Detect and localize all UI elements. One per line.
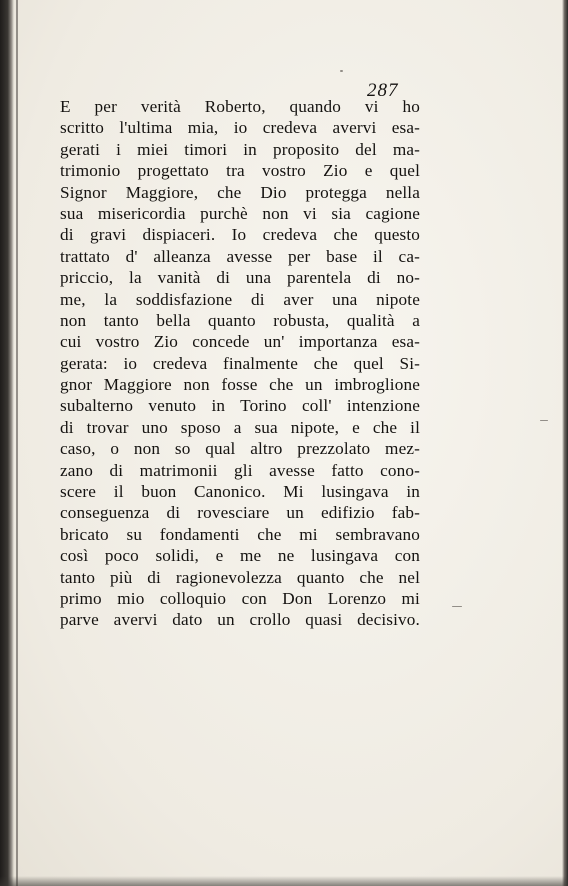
text-line: caso, o non so qual altro prezzolato mez- xyxy=(60,439,420,459)
book-spine-shadow xyxy=(0,0,14,886)
text-line: gerati i miei timori in proposito del ma- xyxy=(60,139,420,159)
text-line: non tanto bella quanto robusta, qualità a xyxy=(60,310,420,330)
text-line: E per verità Roberto, quando vi ho xyxy=(60,97,420,116)
body-text xyxy=(60,96,420,631)
binding-line xyxy=(16,0,18,886)
text-line: gerata: io credeva finalmente che quel Si- xyxy=(60,353,420,373)
text-line: di gravi dispiaceri. Io credeva che questo xyxy=(60,225,420,245)
text-line: parve avervi dato un crollo quasi decisivo. xyxy=(60,610,420,630)
page-edge-right xyxy=(562,0,568,886)
paper-speck xyxy=(452,606,462,607)
text-line: zano di matrimonii gli avesse fatto cono- xyxy=(60,460,420,480)
text-line: conseguenza di rovesciare un edifizio fab- xyxy=(60,503,420,523)
text-line: gnor Maggiore non fosse che un imbroglione xyxy=(60,375,420,395)
text-line: cui vostro Zio concede un' importanza esa- xyxy=(60,332,420,352)
text-line: così poco solidi, e me ne lusingava con xyxy=(60,546,420,566)
text-line: subalterno venuto in Torino coll' intenzione xyxy=(60,396,420,416)
paper-speck xyxy=(540,420,548,421)
text-line: scritto l'ultima mia, io credeva avervi esa- xyxy=(60,118,420,138)
text-line: trimonio progettato tra vostro Zio e quel xyxy=(60,161,420,181)
text-line: sua misericordia purchè non vi sia cagione xyxy=(60,203,420,223)
text-line: bricato su fondamenti che mi sembravano xyxy=(60,524,420,544)
text-line: priccio, la vanità di una parentela di no- xyxy=(60,268,420,288)
text-line: trattato d' alleanza avesse per base il ca- xyxy=(60,246,420,266)
text-line: primo mio colloquio con Don Lorenzo mi xyxy=(60,588,420,608)
page-number: 287 xyxy=(367,80,399,101)
text-line: me, la soddisfazione di aver una nipote xyxy=(60,289,420,309)
page-edge-bottom xyxy=(0,876,568,886)
text-line: tanto più di ragionevolezza quanto che nel xyxy=(60,567,420,587)
text-line: di trovar uno sposo a sua nipote, e che il xyxy=(60,417,420,437)
text-line: scere il buon Canonico. Mi lusingava in xyxy=(60,482,420,502)
paper-speck xyxy=(340,70,343,72)
text-line: Signor Maggiore, che Dio protegga nella xyxy=(60,182,420,202)
